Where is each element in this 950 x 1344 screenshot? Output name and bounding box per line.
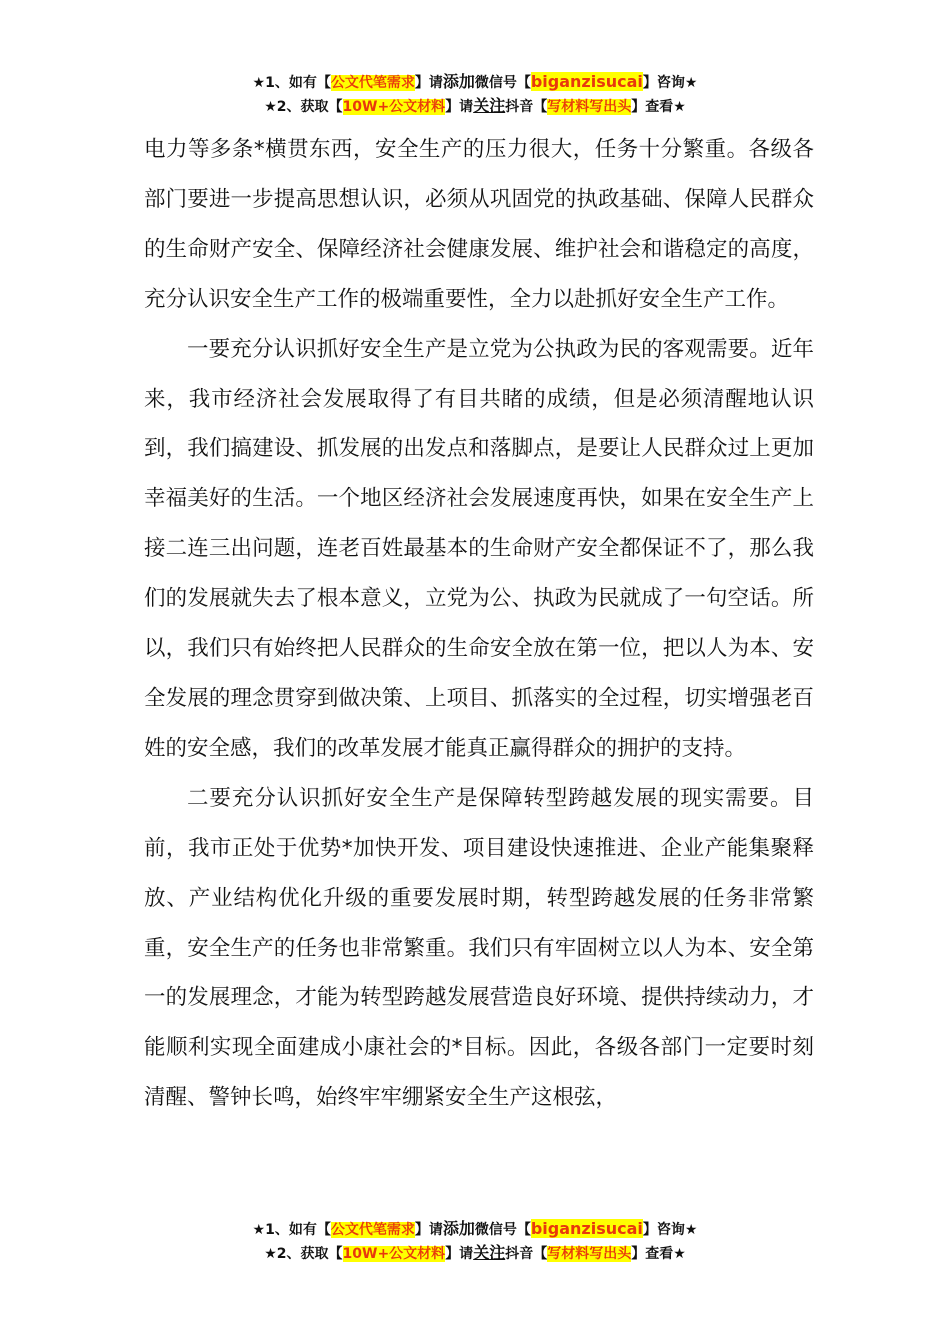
highlight-service: 公文代笔需求 bbox=[330, 75, 415, 91]
banner-text: 】咨询★ bbox=[642, 1222, 698, 1238]
banner-text: 抖音【 bbox=[505, 99, 548, 115]
paragraph: 二要充分认识抓好安全生产是保障转型跨越发展的现实需要。目前，我市正处于优势*加快开发、项目建设快速推进、企业产能集聚释放、产业结构优化升级的重要发展时期，转型跨越发展的任务非常繁重，安全生产的任务也非常繁重。我们只有牢固树立以人为本、安全第一的发展理念，才能为转型跨越发展营造良好环境、提供持续动力，才能顺利实现全面建成小康社会的*目标。因此，各级各部门一定要时刻清醒、警钟长鸣，始终牢牢绷紧安全生产这根弦， bbox=[144, 785, 814, 1111]
banner-text: ★1、如有【 bbox=[252, 75, 331, 91]
highlight-materials: 10W+公文材料 bbox=[342, 99, 446, 115]
footer-banner bbox=[0, 1217, 950, 1265]
banner-text: 】请 bbox=[445, 99, 474, 115]
banner-text: 】请 bbox=[414, 1222, 443, 1238]
header-banner bbox=[0, 70, 950, 118]
highlight-materials: 10W+公文材料 bbox=[342, 1246, 446, 1262]
highlight-douyin-account: 写材料写出头 bbox=[547, 99, 632, 115]
banner-text: 】请 bbox=[445, 1246, 474, 1262]
banner-emphasis: 关注 bbox=[473, 96, 506, 115]
banner-emphasis: 添加 bbox=[442, 1219, 475, 1238]
banner-text: 】查看★ bbox=[631, 1246, 686, 1262]
banner-text: 】咨询★ bbox=[642, 75, 698, 91]
highlight-wechat-id: biganzisucai bbox=[530, 72, 643, 91]
paragraph: 一要充分认识抓好安全生产是立党为公执政为民的客观需要。近年来，我市经济社会发展取得了有目共睹的成绩，但是必须清醒地认识到，我们搞建设、抓发展的出发点和落脚点，是要让人民群众过上更加幸福美好的生活。一个地区经济社会发展速度再快，如果在安全生产上接二连三出问题，连老百姓最基本的生命财产安全都保证不了，那么我们的发展就失去了根本意义，立党为公、执政为民就成了一句空话。所以，我们只有始终把人民群众的生命安全放在第一位，把以人为本、安全发展的理念贯穿到做决策、上项目、抓落实的全过程，切实增强老百姓的安全感，我们的改革发展才能真正赢得群众的拥护的支持。 bbox=[144, 336, 814, 761]
banner-text: ★2、获取【 bbox=[264, 1246, 343, 1262]
banner-line-1 bbox=[0, 70, 950, 94]
banner-line-2 bbox=[0, 94, 950, 118]
banner-text: 微信号【 bbox=[474, 1222, 531, 1238]
banner-text: 】查看★ bbox=[631, 99, 686, 115]
highlight-wechat-id: biganzisucai bbox=[530, 1219, 643, 1238]
banner-line-2 bbox=[0, 1241, 950, 1265]
banner-emphasis: 关注 bbox=[473, 1243, 506, 1262]
banner-emphasis: 添加 bbox=[442, 72, 475, 91]
banner-text: 抖音【 bbox=[505, 1246, 548, 1262]
banner-text: 微信号【 bbox=[474, 75, 531, 91]
document-body bbox=[144, 125, 814, 1123]
highlight-service: 公文代笔需求 bbox=[330, 1222, 415, 1238]
banner-text: 】请 bbox=[414, 75, 443, 91]
banner-line-1 bbox=[0, 1217, 950, 1241]
highlight-douyin-account: 写材料写出头 bbox=[547, 1246, 632, 1262]
banner-text: ★2、获取【 bbox=[264, 99, 343, 115]
paragraph: 电力等多条*横贯东西，安全生产的压力很大，任务十分繁重。各级各部门要进一步提高思想认识，必须从巩固党的执政基础、保障人民群众的生命财产安全、保障经济社会健康发展、维护社会和谐稳定的高度，充分认识安全生产工作的极端重要性，全力以赴抓好安全生产工作。 bbox=[144, 137, 814, 312]
banner-text: ★1、如有【 bbox=[252, 1222, 331, 1238]
